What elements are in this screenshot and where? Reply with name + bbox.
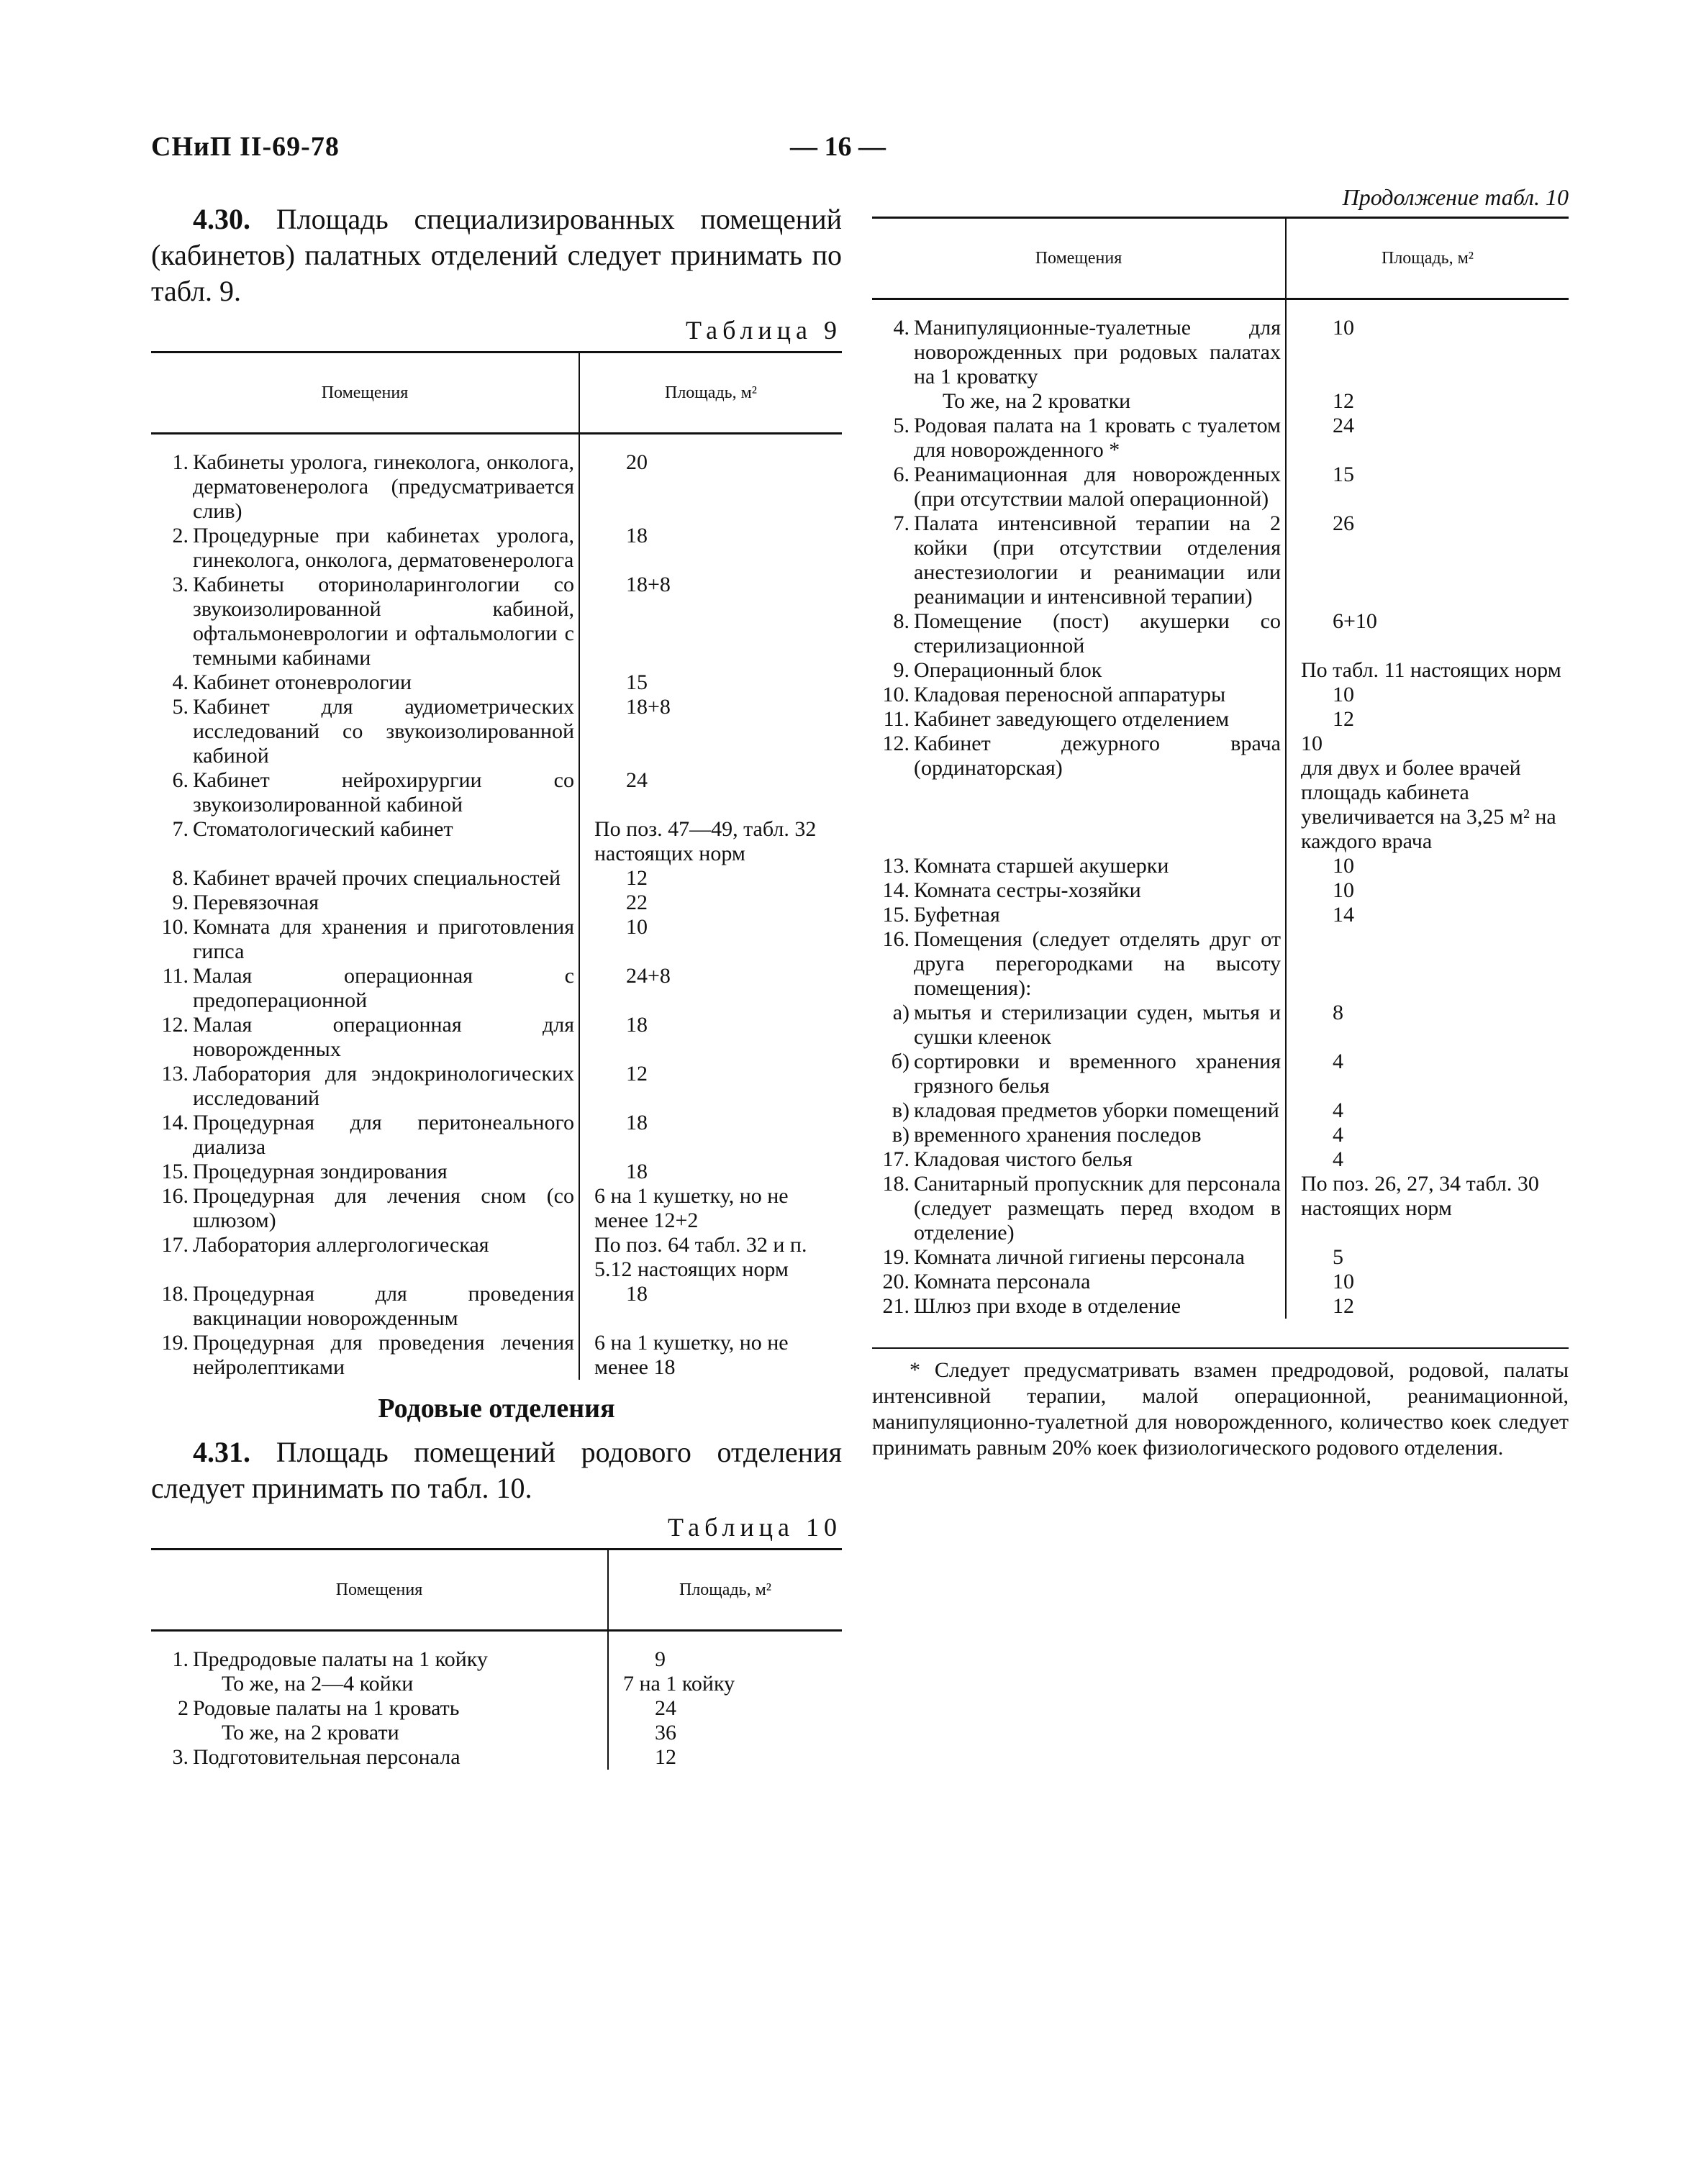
area-value: По табл. 11 настоящих норм: [1301, 658, 1561, 682]
area-value: 24: [626, 768, 648, 792]
table-row: [151, 1721, 842, 1745]
row-number: 13.: [161, 1062, 189, 1086]
room-name: Комната персонала: [914, 1270, 1286, 1294]
row-number: 16.: [882, 927, 910, 951]
row-number: [872, 389, 914, 414]
table-continuation-label: Продолжение табл. 10: [1342, 184, 1569, 210]
table-row: [151, 1631, 842, 1673]
table-row: [872, 707, 1569, 732]
room-name: То же, на 2 кроватки: [914, 389, 1286, 414]
table-row: [872, 389, 1569, 414]
row-number: б): [891, 1050, 910, 1073]
row-number: 4.: [893, 316, 910, 340]
table-10-caption: Таблица 10: [668, 1513, 842, 1542]
page-header: [151, 131, 1567, 174]
row-number: 16.: [161, 1184, 189, 1208]
area-value: 18: [626, 1282, 648, 1306]
row-number: 2: [178, 1696, 189, 1720]
row-number: 8.: [172, 866, 189, 890]
row-number: 12.: [882, 732, 910, 755]
area-value: 10: [1333, 316, 1354, 340]
row-number: в): [892, 1098, 910, 1122]
row-number: [151, 1672, 193, 1696]
area-value: 9: [655, 1647, 666, 1671]
table-row: [151, 1184, 842, 1233]
column-header-area: Площадь, м²: [579, 352, 842, 434]
room-name: Шлюз при входе в отделение: [914, 1294, 1286, 1319]
room-name: Малая операционная с предоперационной: [193, 964, 579, 1013]
table-row: [872, 1172, 1569, 1245]
table-row: [872, 299, 1569, 390]
right-column: [872, 184, 1569, 1461]
area-value: 18+8: [626, 573, 671, 596]
row-number: 2.: [172, 524, 189, 547]
table-row: [151, 695, 842, 768]
row-number: 18.: [161, 1282, 189, 1306]
row-number: 6.: [172, 768, 189, 792]
row-number: 1.: [172, 450, 189, 474]
room-name: Реанимационная для новорожденных (при отсутствии малой операционной): [914, 463, 1286, 511]
room-name: мытья и стерилизации суден, мытья и сушки клеенок: [914, 1001, 1286, 1050]
room-name: Буфетная: [914, 903, 1286, 927]
table-row: [872, 1294, 1569, 1319]
room-name: Комната сестры-хозяйки: [914, 878, 1286, 903]
room-name: Подготовительная персонала: [193, 1745, 608, 1770]
row-number: а): [892, 1001, 910, 1024]
area-value: 4: [1333, 1147, 1343, 1171]
room-name: Операционный блок: [914, 658, 1286, 683]
area-value: 12: [1333, 1294, 1354, 1318]
room-name: То же, на 2—4 койки: [193, 1672, 608, 1696]
row-number: 15.: [161, 1160, 189, 1183]
table-row: [151, 1282, 842, 1331]
area-value: 18: [626, 1160, 648, 1183]
area-value: 10 для двух и более врачей площадь кабинета увеличивается на 3,25 м² на каждого врача: [1301, 732, 1556, 853]
area-value: 24+8: [626, 964, 671, 988]
table-row: [151, 1160, 842, 1184]
row-number: 19.: [161, 1331, 189, 1355]
table-row: [151, 817, 842, 866]
room-name: Процедурная зондирования: [193, 1160, 579, 1184]
area-value: 10: [1333, 1270, 1354, 1293]
table-row: [872, 1050, 1569, 1098]
area-value: 36: [655, 1721, 676, 1744]
table-row: [872, 878, 1569, 903]
room-name: Малая операционная для новорожденных: [193, 1013, 579, 1062]
area-value: 22: [626, 891, 648, 914]
table-row: [151, 1013, 842, 1062]
table-row: [151, 768, 842, 817]
column-header-rooms: Помещения: [151, 352, 579, 434]
column-header-area: Площадь, м²: [1286, 218, 1569, 299]
table-9-caption: Таблица 9: [686, 316, 842, 345]
area-value: 18: [626, 1013, 648, 1037]
room-name: Процедурная для лечения сном (со шлюзом): [193, 1184, 579, 1233]
room-name: Процедурные при кабинетах уролога, гинеколога, онколога, дерматовенеролога: [193, 524, 579, 573]
row-number: 14.: [161, 1111, 189, 1134]
area-value: По поз. 26, 27, 34 табл. 30 настоящих норм: [1301, 1172, 1539, 1220]
table-10: [151, 1548, 842, 1770]
row-number: 11.: [162, 964, 189, 988]
table-row: [872, 854, 1569, 878]
area-value: 18: [626, 1111, 648, 1134]
room-name: Помещение (пост) акушерки со стерилизационной: [914, 609, 1286, 658]
column-header-rooms: Помещения: [151, 1550, 608, 1631]
table-row: [151, 915, 842, 964]
room-name: Перевязочная: [193, 891, 579, 915]
area-value: 5: [1333, 1245, 1343, 1269]
table-row: [872, 511, 1569, 609]
table-row: [872, 658, 1569, 683]
table-row: [151, 1672, 842, 1696]
row-number: 15.: [882, 903, 910, 927]
row-number: 19.: [882, 1245, 910, 1269]
room-name: сортировки и временного хранения грязного белья: [914, 1050, 1286, 1098]
area-value: 12: [1333, 707, 1354, 731]
room-name: Комната старшей акушерки: [914, 854, 1286, 878]
table-row: [872, 414, 1569, 463]
area-value: 12: [626, 866, 648, 890]
room-name: Лаборатория аллергологическая: [193, 1233, 579, 1282]
row-number: 14.: [882, 878, 910, 902]
room-name: Процедурная для проведения лечения нейролептиками: [193, 1331, 579, 1380]
row-number: 12.: [161, 1013, 189, 1037]
table-row: [872, 463, 1569, 511]
table-row: [151, 434, 842, 524]
area-value: 18: [626, 524, 648, 547]
room-name: Кабинеты уролога, гинеколога, онколога, дерматовенеролога (предусматривается слив): [193, 434, 579, 524]
area-value: 18+8: [626, 695, 671, 719]
row-number: 9.: [893, 658, 910, 682]
area-value: 6+10: [1333, 609, 1377, 633]
room-name: Процедурная для перитонеального диализа: [193, 1111, 579, 1160]
row-number: 3.: [172, 573, 189, 596]
room-name: Кабинет отоневрологии: [193, 670, 579, 695]
area-value: 4: [1333, 1123, 1343, 1147]
area-value: 10: [1333, 854, 1354, 878]
row-number: 13.: [882, 854, 910, 878]
room-name: Кабинет для аудиометрических исследований со звукоизолированной кабиной: [193, 695, 579, 768]
room-name: Кабинет нейрохирургии со звукоизолированной кабиной: [193, 768, 579, 817]
row-number: 6.: [893, 463, 910, 486]
section-title: Родовые отделения: [378, 1393, 615, 1424]
area-value: 15: [1333, 463, 1354, 486]
room-name: Процедурная для проведения вакцинации новорожденным: [193, 1282, 579, 1331]
room-name: временного хранения последов: [914, 1123, 1286, 1147]
table-row: [151, 573, 842, 670]
room-name: Кабинет заведующего отделением: [914, 707, 1286, 732]
table-row: [872, 927, 1569, 1001]
area-value: 10: [1333, 878, 1354, 902]
row-number: 17.: [882, 1147, 910, 1171]
table-row: [872, 1270, 1569, 1294]
table-row: [872, 1245, 1569, 1270]
paragraph-text: Площадь специализированных помещений (кабинетов) палатных отделений следует принимать по табл. 9.: [151, 203, 843, 307]
row-number: [151, 1721, 193, 1745]
area-value: 12: [1333, 389, 1354, 413]
room-name: Родовая палата на 1 кровать с туалетом для новорожденного *: [914, 414, 1286, 463]
row-number: 4.: [172, 670, 189, 694]
table-row: [872, 1098, 1569, 1123]
area-value: 24: [1333, 414, 1354, 437]
area-value: 4: [1333, 1098, 1343, 1122]
row-number: 1.: [172, 1647, 189, 1671]
table-row: [872, 1123, 1569, 1147]
room-name: Кабинет дежурного врача (ординаторская): [914, 732, 1286, 854]
row-number: 7.: [893, 511, 910, 535]
room-name: Помещения (следует отделять друг от друга перегородками на высоту помещения):: [914, 927, 1286, 1001]
area-value: 4: [1333, 1050, 1343, 1073]
table-10-continued: [872, 217, 1569, 1319]
row-number: 11.: [883, 707, 910, 731]
table-row: [151, 1233, 842, 1282]
area-value: 6 на 1 кушетку, но не менее 18: [594, 1331, 789, 1379]
area-value: По поз. 64 табл. 32 и п. 5.12 настоящих норм: [594, 1233, 807, 1281]
room-name: кладовая предметов уборки помещений: [914, 1098, 1286, 1123]
row-number: 5.: [893, 414, 910, 437]
table-row: [151, 964, 842, 1013]
table-row: [872, 903, 1569, 927]
room-name: Предродовые палаты на 1 койку: [193, 1631, 608, 1673]
row-number: 7.: [172, 817, 189, 841]
paragraph-4-30: [151, 201, 842, 309]
area-value: 6 на 1 кушетку, но не менее 12+2: [594, 1184, 789, 1232]
column-header-area: Площадь, м²: [608, 1550, 842, 1631]
row-number: 20.: [882, 1270, 910, 1293]
area-value: 20: [626, 450, 648, 474]
room-name: Родовые палаты на 1 кровать: [193, 1696, 608, 1721]
room-name: Комната для хранения и приготовления гипса: [193, 915, 579, 964]
row-number: 9.: [172, 891, 189, 914]
area-value: 12: [626, 1062, 648, 1086]
room-name: Кладовая переносной аппаратуры: [914, 683, 1286, 707]
room-name: Санитарный пропускник для персонала (следует размещать перед входом в отделение): [914, 1172, 1286, 1245]
area-value: 26: [1333, 511, 1354, 535]
table-row: [151, 866, 842, 891]
table-row: [872, 732, 1569, 854]
area-value: 14: [1333, 903, 1354, 927]
document-code: СНиП II-69-78: [151, 132, 340, 162]
table-row: [151, 524, 842, 573]
table-row: [872, 1001, 1569, 1050]
row-number: 10.: [161, 915, 189, 939]
footnote: * Следует предусматривать взамен предродовой, родовой, палаты интенсивной терапии, малой операционной, реанимационной, манипуляционно-туалетной для новорожденного, количество коек следует принимать равным 20% коек физиологического родового отделения.: [872, 1347, 1569, 1461]
room-name: Кабинет врачей прочих специальностей: [193, 866, 579, 891]
paragraph-text: Площадь помещений родового отделения следует принимать по табл. 10.: [151, 1436, 842, 1504]
row-number: 10.: [882, 683, 910, 706]
area-value: По поз. 47—49, табл. 32 настоящих норм: [594, 817, 817, 865]
table-row: [151, 891, 842, 915]
paragraph-number: 4.30.: [193, 203, 250, 235]
area-value: 8: [1333, 1001, 1343, 1024]
table-row: [872, 1147, 1569, 1172]
area-value: 7 на 1 койку: [623, 1672, 735, 1696]
room-name: Палата интенсивной терапии на 2 койки (при отсутствии отделения анестезиологии и реанимации или реанимации и интенсивной терапии): [914, 511, 1286, 609]
area-value: 24: [655, 1696, 676, 1720]
area-value: [1286, 927, 1569, 1001]
row-number: 17.: [161, 1233, 189, 1257]
row-number: 8.: [893, 609, 910, 633]
table-row: [151, 1111, 842, 1160]
room-name: Комната личной гигиены персонала: [914, 1245, 1286, 1270]
row-number: в): [892, 1123, 910, 1147]
table-row: [872, 683, 1569, 707]
room-name: Стоматологический кабинет: [193, 817, 579, 866]
row-number: 18.: [882, 1172, 910, 1196]
row-number: 3.: [172, 1745, 189, 1769]
area-value: 15: [626, 670, 648, 694]
table-row: [151, 670, 842, 695]
room-name: Кладовая чистого белья: [914, 1147, 1286, 1172]
table-row: [151, 1062, 842, 1111]
area-value: 10: [626, 915, 648, 939]
table-row: [872, 609, 1569, 658]
room-name: Лаборатория для эндокринологических исследований: [193, 1062, 579, 1111]
table-row: [151, 1696, 842, 1721]
room-name: Кабинеты оториноларингологии со звукоизолированной кабиной, офтальмоневрологии и офтальмологии с темными кабинами: [193, 573, 579, 670]
page-number: — 16 —: [790, 132, 886, 162]
table-row: [151, 1745, 842, 1770]
paragraph-4-31: [151, 1434, 842, 1506]
paragraph-number: 4.31.: [193, 1436, 250, 1468]
table-row: [151, 1331, 842, 1380]
room-name: Манипуляционные-туалетные для новорожденных при родовых палатах на 1 кроватку: [914, 299, 1286, 390]
column-header-rooms: Помещения: [872, 218, 1286, 299]
room-name: То же, на 2 кровати: [193, 1721, 608, 1745]
row-number: 5.: [172, 695, 189, 719]
area-value: 10: [1333, 683, 1354, 706]
row-number: 21.: [882, 1294, 910, 1318]
area-value: 12: [655, 1745, 676, 1769]
left-column: [151, 201, 842, 1770]
table-9: [151, 351, 842, 1380]
